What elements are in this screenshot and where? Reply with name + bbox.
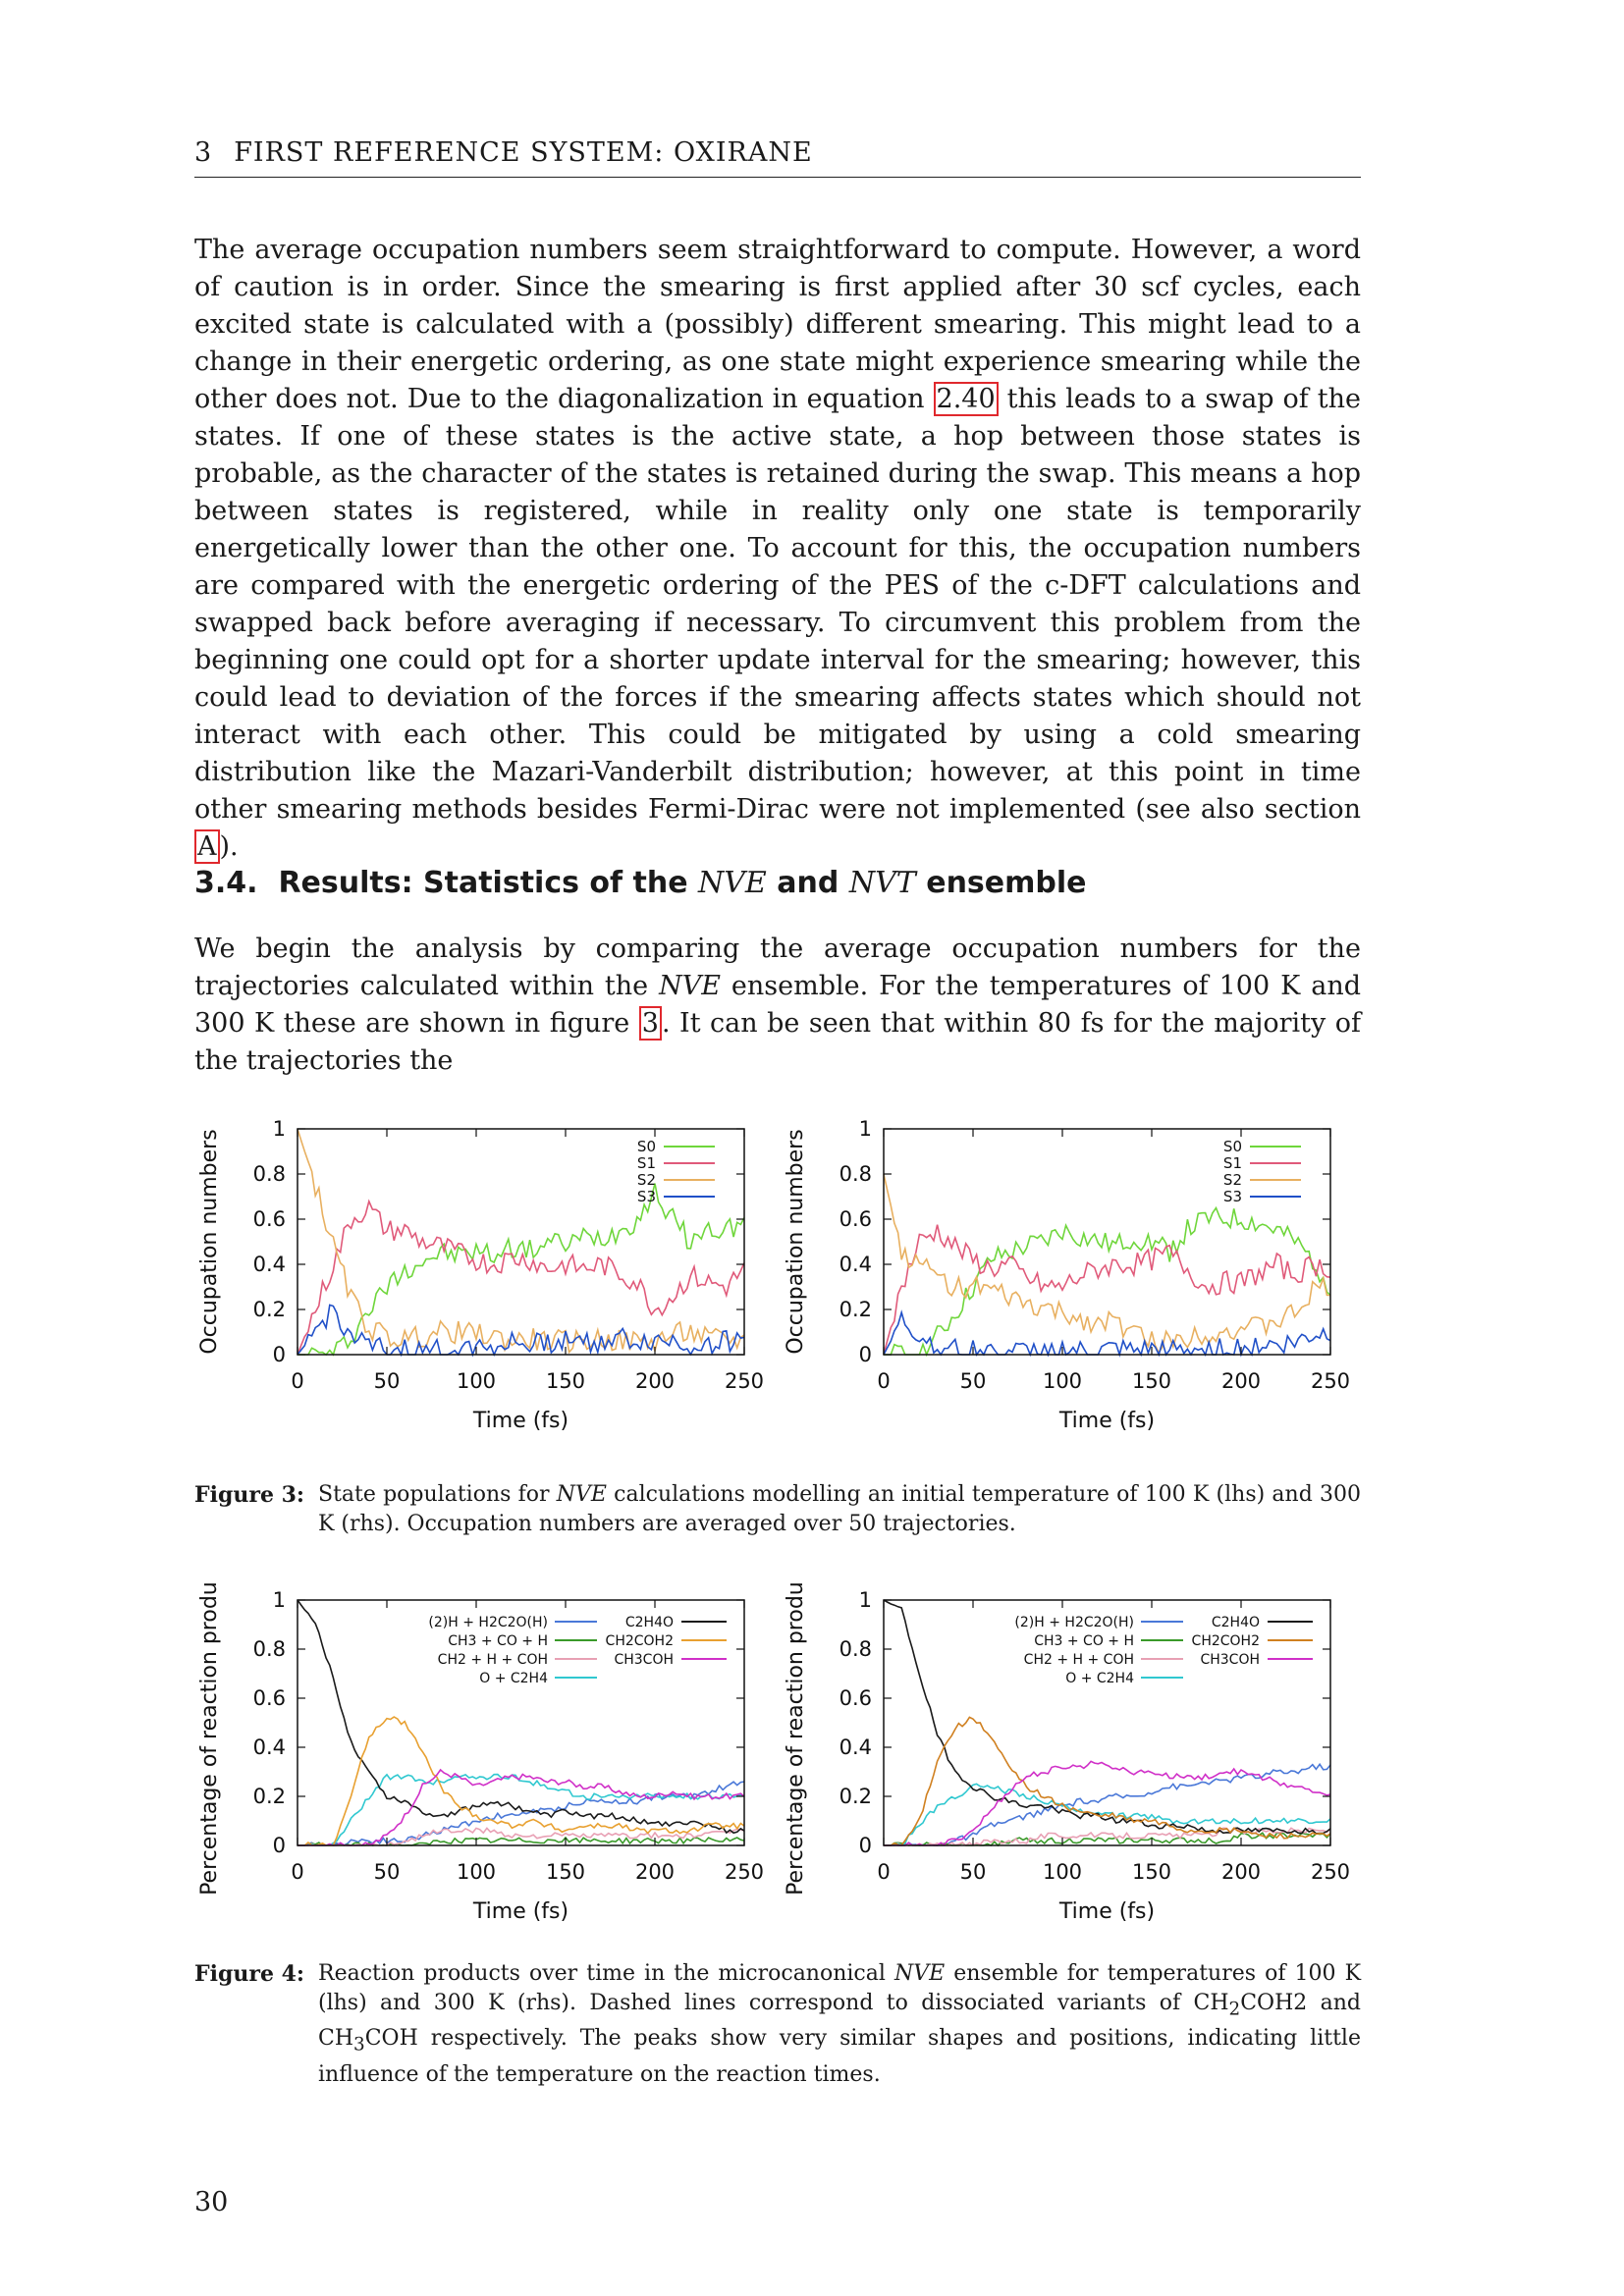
para2-text-c: . It can be seen that within 80 fs for the majority of the trajectories the bbox=[194, 1008, 1361, 1076]
figure4-label: Figure 4: bbox=[194, 1961, 305, 1987]
y-tick-label: 0.4 bbox=[839, 1253, 872, 1276]
fig3-lhs-plot bbox=[194, 1109, 764, 1453]
x-tick-label: 250 bbox=[1310, 1369, 1350, 1393]
figure4-caption-nve: NVE bbox=[893, 1961, 946, 1986]
figure4-caption-c: COH2 and CH bbox=[318, 1991, 1361, 2052]
page-number: 30 bbox=[194, 2187, 229, 2217]
y-axis-label: Occupation numbers bbox=[197, 1129, 222, 1355]
y-axis-label: Percentage of reaction products bbox=[784, 1580, 808, 1896]
y-tick-label: 0.2 bbox=[252, 1785, 286, 1808]
x-tick-label: 100 bbox=[1042, 1860, 1083, 1884]
legend-label: S3 bbox=[636, 1188, 656, 1205]
section-nve: NVE bbox=[698, 866, 767, 900]
legend-label: S2 bbox=[636, 1171, 656, 1189]
series-line-S2 bbox=[884, 1174, 1330, 1353]
x-tick-label: 200 bbox=[634, 1860, 676, 1884]
para1-text-b: this leads to a swap of the states. If one of these states is the active state, a hop between those states is probable, as the character of the states is retained during the swap. This means a hop between states is registered, while in reality only one state is temporarily energetically lower than the other one. To account for this, the occupation numbers are compared with the energetic ordering of the PES of the c-DFT calculations and swapped back before averaging if necessary. To circumvent this problem from the beginning one could opt for a shorter update interval for the smearing; however, this could lead to deviation of the forces if the smearing affects states which should not interact with each other. This could be mitigated by using a cold smearing distribution like the Mazari-Vanderbilt distribution; however, at this point in time other smearing methods besides Fermi-Dirac were not implemented (see also section bbox=[194, 384, 1361, 825]
y-tick-label: 1 bbox=[858, 1117, 872, 1141]
legend-label: (2)H + H2C2O(H) bbox=[1014, 1615, 1134, 1630]
x-tick-label: 250 bbox=[724, 1860, 764, 1884]
legend-label: S1 bbox=[1222, 1154, 1242, 1172]
legend-label: CH3COH bbox=[614, 1652, 674, 1668]
legend-label: CH2 + H + COH bbox=[437, 1652, 548, 1668]
para2-nve: NVE bbox=[659, 971, 721, 1001]
fig3-lhs-svg bbox=[194, 1109, 764, 1453]
chapter-number: 3 bbox=[194, 137, 213, 168]
figure4-caption bbox=[194, 1959, 1361, 2090]
legend-label: S3 bbox=[1222, 1188, 1242, 1205]
x-axis-label: Time (fs) bbox=[1058, 1899, 1156, 1924]
figure4-caption-d: COH respectively. The peaks show very similar shapes and positions, indicating little influence of the temperature on the reaction times. bbox=[318, 2026, 1361, 2087]
x-tick-label: 100 bbox=[456, 1369, 497, 1393]
y-axis-label: Percentage of reaction products bbox=[197, 1580, 222, 1896]
section-nvt: NVT bbox=[848, 866, 916, 900]
x-tick-label: 0 bbox=[877, 1369, 891, 1393]
legend-label: C2H4O bbox=[1211, 1615, 1260, 1630]
legend-label: S0 bbox=[1222, 1138, 1242, 1155]
x-tick-label: 50 bbox=[373, 1860, 401, 1884]
x-tick-label: 200 bbox=[1220, 1369, 1262, 1393]
x-tick-label: 50 bbox=[959, 1860, 987, 1884]
figure-link[interactable]: 3 bbox=[639, 1006, 662, 1041]
legend-label: CH3 + CO + H bbox=[1034, 1633, 1134, 1649]
y-tick-label: 0 bbox=[858, 1834, 872, 1857]
figure4-caption-b: ensemble for temperatures of 100 K (lhs) and 300 K (rhs). Dashed lines correspond to dissociated variants of CH bbox=[318, 1961, 1362, 2015]
para2-text-b: ensemble. For the temperatures of 100 K and 300 K these are shown in figure bbox=[194, 971, 1361, 1039]
x-tick-label: 0 bbox=[291, 1860, 304, 1884]
legend-label: S0 bbox=[636, 1138, 656, 1155]
figure4-sub3: 3 bbox=[353, 2034, 365, 2056]
y-tick-label: 0.8 bbox=[252, 1162, 286, 1186]
legend-label: O + C2H4 bbox=[479, 1671, 548, 1686]
y-tick-label: 0.6 bbox=[839, 1686, 872, 1710]
x-tick-label: 200 bbox=[1220, 1860, 1262, 1884]
section-title-b: ensemble bbox=[926, 866, 1087, 900]
y-tick-label: 0.6 bbox=[252, 1207, 286, 1231]
figure3-caption bbox=[194, 1480, 1361, 1539]
y-tick-label: 0.2 bbox=[252, 1298, 286, 1321]
x-tick-label: 150 bbox=[1131, 1369, 1172, 1393]
section-and: and bbox=[777, 866, 839, 900]
fig3-rhs-svg bbox=[781, 1109, 1350, 1453]
x-axis-label: Time (fs) bbox=[472, 1899, 569, 1924]
x-tick-label: 250 bbox=[1310, 1860, 1350, 1884]
legend-label: (2)H + H2C2O(H) bbox=[428, 1615, 548, 1630]
figure3-caption-nve: NVE bbox=[556, 1482, 607, 1507]
section-title-a: Results: Statistics of the bbox=[278, 866, 688, 900]
x-tick-label: 50 bbox=[373, 1369, 401, 1393]
legend-label: CH2 + H + COH bbox=[1023, 1652, 1134, 1668]
x-tick-label: 100 bbox=[1042, 1369, 1083, 1393]
legend-label: CH3 + CO + H bbox=[448, 1633, 548, 1649]
y-tick-label: 0.2 bbox=[839, 1298, 872, 1321]
y-tick-label: 1 bbox=[272, 1117, 286, 1141]
x-tick-label: 150 bbox=[1131, 1860, 1172, 1884]
y-tick-label: 1 bbox=[858, 1588, 872, 1612]
paragraph-analysis bbox=[194, 931, 1361, 1080]
chapter-title: FIRST REFERENCE SYSTEM: OXIRANE bbox=[234, 137, 813, 168]
y-tick-label: 0.8 bbox=[252, 1637, 286, 1661]
legend-label: S1 bbox=[636, 1154, 656, 1172]
legend-label: CH2COH2 bbox=[605, 1633, 674, 1649]
section-number: 3.4. bbox=[194, 866, 258, 900]
x-axis-label: Time (fs) bbox=[1058, 1409, 1156, 1433]
equation-link[interactable]: 2.40 bbox=[934, 382, 999, 416]
y-tick-label: 0.4 bbox=[252, 1253, 286, 1276]
x-tick-label: 250 bbox=[724, 1369, 764, 1393]
legend-label: CH3COH bbox=[1200, 1652, 1260, 1668]
fig3-rhs-plot bbox=[781, 1109, 1350, 1453]
x-tick-label: 150 bbox=[545, 1369, 586, 1393]
y-tick-label: 0.8 bbox=[839, 1637, 872, 1661]
fig4-lhs-svg bbox=[194, 1580, 764, 1944]
x-tick-label: 0 bbox=[877, 1860, 891, 1884]
figure3-label: Figure 3: bbox=[194, 1482, 305, 1508]
x-axis-label: Time (fs) bbox=[472, 1409, 569, 1433]
figure4-sub2: 2 bbox=[1228, 1999, 1241, 2020]
para1-text-a: The average occupation numbers seem straightforward to compute. However, a word of caution is in order. Since the smearing is first applied after 30 scf cycles, each excited state is calculated with a (possibly) different smearing. This might lead to a change in their energetic ordering, as one state might experience smearing while the other does not. Due to the diagonalization in equation bbox=[194, 235, 1361, 414]
y-tick-label: 0 bbox=[272, 1834, 286, 1857]
para2-text-a: We begin the analysis by comparing the average occupation numbers for the trajectories calculated within the bbox=[194, 934, 1361, 1001]
running-header bbox=[194, 137, 1361, 178]
y-tick-label: 0.8 bbox=[839, 1162, 872, 1186]
x-tick-label: 50 bbox=[959, 1369, 987, 1393]
y-axis-label: Occupation numbers bbox=[784, 1129, 808, 1355]
legend-label: S2 bbox=[1222, 1171, 1242, 1189]
fig4-lhs-plot bbox=[194, 1580, 764, 1944]
section-link[interactable]: A bbox=[194, 829, 220, 864]
fig4-rhs-plot bbox=[781, 1580, 1350, 1944]
x-tick-label: 150 bbox=[545, 1860, 586, 1884]
y-tick-label: 0.6 bbox=[252, 1686, 286, 1710]
para1-text-c: ). bbox=[219, 831, 239, 862]
section-heading bbox=[194, 866, 1087, 900]
figure3-caption-b: calculations modelling an initial temperature of 100 K (lhs) and 300 K (rhs). Occupation numbers are averaged over 50 trajectories. bbox=[318, 1482, 1361, 1536]
series-line-CH2COH2 bbox=[884, 1717, 1330, 1845]
x-tick-label: 100 bbox=[456, 1860, 497, 1884]
y-tick-label: 0.6 bbox=[839, 1207, 872, 1231]
series-line-S0 bbox=[884, 1208, 1330, 1355]
y-tick-label: 0.4 bbox=[839, 1735, 872, 1759]
paragraph-smearing bbox=[194, 232, 1361, 866]
figure3-caption-a: State populations for bbox=[318, 1482, 557, 1507]
y-tick-label: 0.4 bbox=[252, 1735, 286, 1759]
legend-label: CH2COH2 bbox=[1191, 1633, 1260, 1649]
fig4-rhs-svg bbox=[781, 1580, 1350, 1944]
x-tick-label: 200 bbox=[634, 1369, 676, 1393]
legend-label: C2H4O bbox=[624, 1615, 674, 1630]
x-tick-label: 0 bbox=[291, 1369, 304, 1393]
legend-label: O + C2H4 bbox=[1065, 1671, 1134, 1686]
y-tick-label: 0 bbox=[858, 1343, 872, 1366]
y-tick-label: 0.2 bbox=[839, 1785, 872, 1808]
figure4-caption-a: Reaction products over time in the microcanonical bbox=[318, 1961, 894, 1986]
y-tick-label: 0 bbox=[272, 1343, 286, 1366]
y-tick-label: 1 bbox=[272, 1588, 286, 1612]
